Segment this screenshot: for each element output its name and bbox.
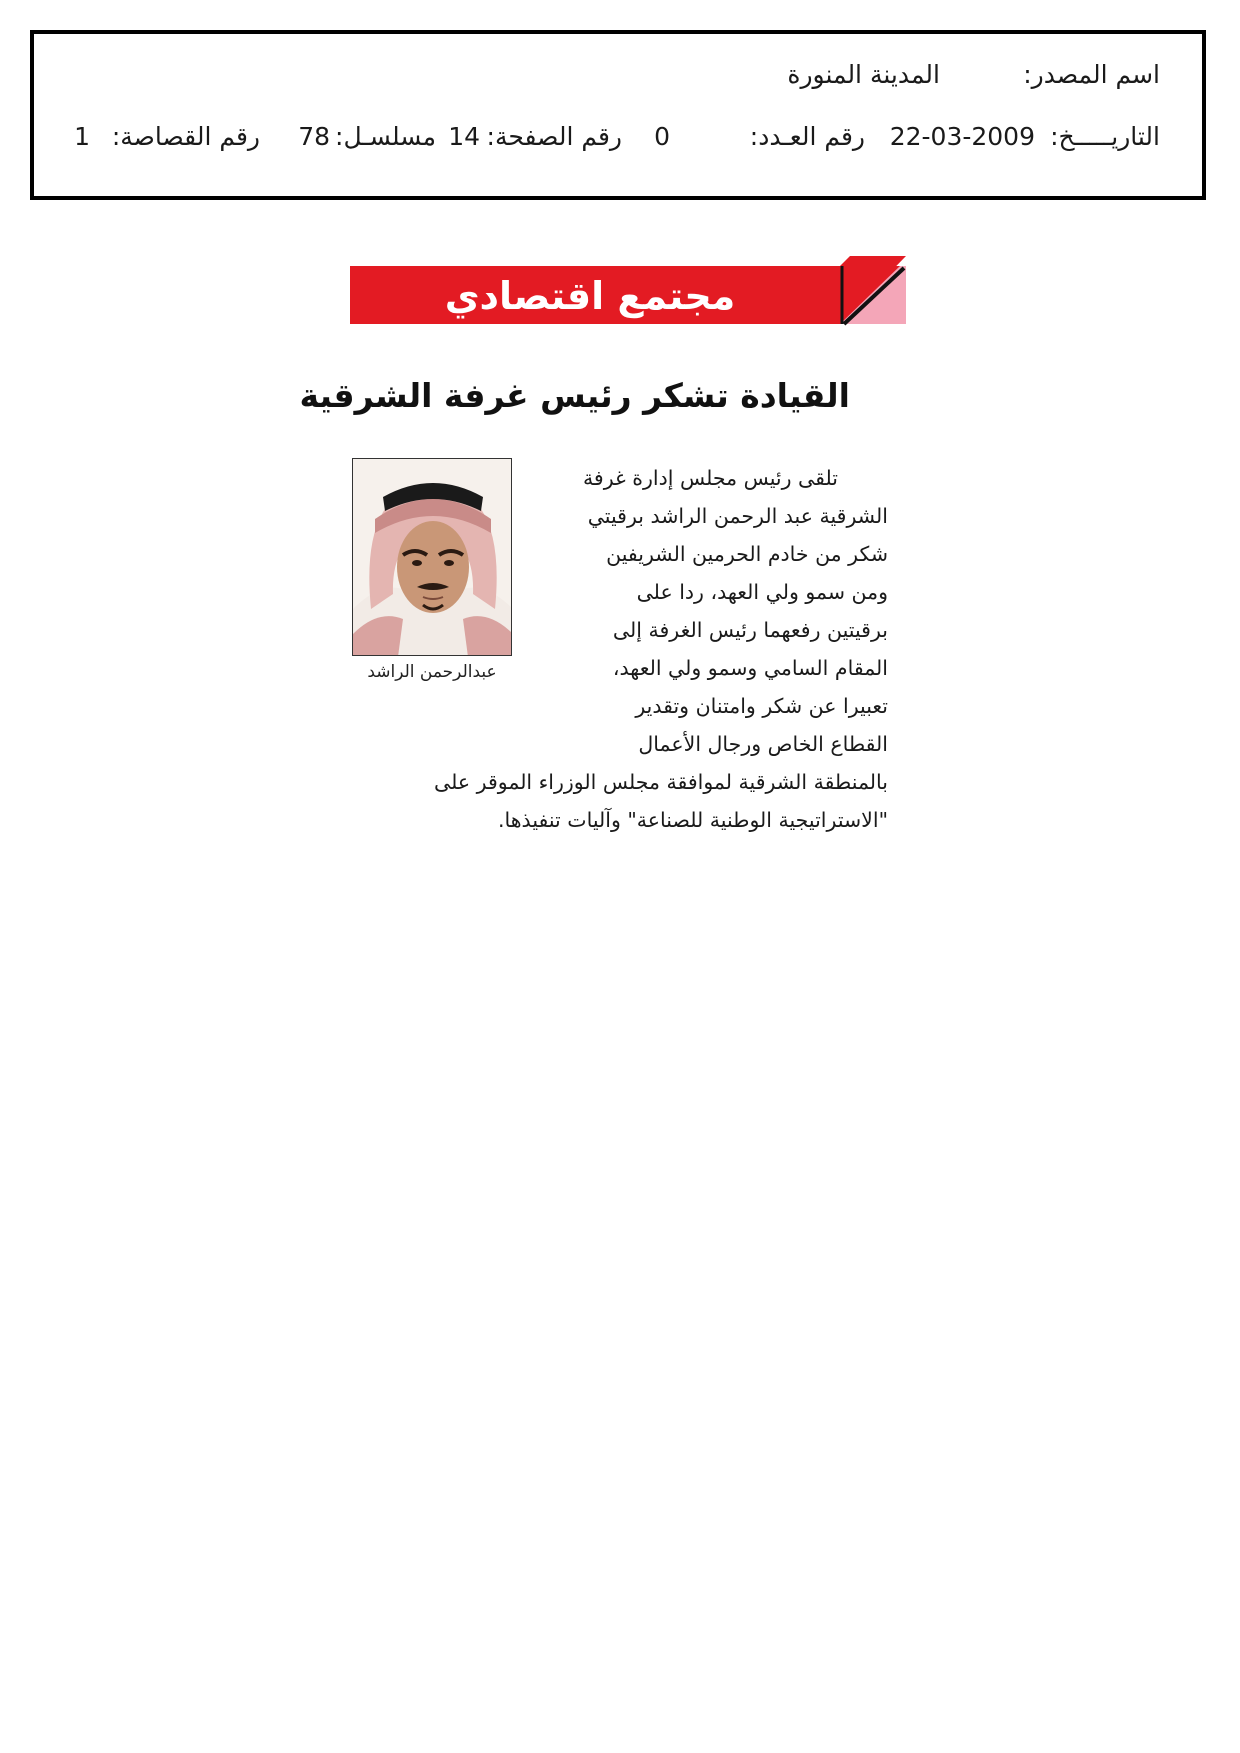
issue-label: رقم العـدد: xyxy=(749,122,865,151)
section-title: مجتمع اقتصادي xyxy=(444,274,736,318)
date-value: 22-03-2009 xyxy=(889,122,1035,151)
body-line-10: "الاستراتيجية الوطنية للصناعة" وآليات تنفيذها. xyxy=(497,808,888,832)
source-label: اسم المصدر: xyxy=(1023,60,1160,89)
serial-value: 78 xyxy=(298,122,330,151)
section-banner xyxy=(350,256,906,328)
page-label: رقم الصفحة: xyxy=(486,122,622,151)
date-label: التاريـــــخ: xyxy=(1050,122,1160,151)
body-line-4: ومن سمو ولي العهد، ردا على xyxy=(636,580,888,604)
body-line-5: برقيتين رفعهما رئيس الغرفة إلى xyxy=(612,618,888,642)
serial-label: مسلسـل: xyxy=(335,122,436,151)
body-line-6: المقام السامي وسمو ولي العهد، xyxy=(612,656,888,680)
metadata-box xyxy=(30,30,1206,200)
body-line-8: القطاع الخاص ورجال الأعمال xyxy=(638,732,888,756)
article-headline: القيادة تشكر رئيس غرفة الشرقية xyxy=(299,376,850,415)
page-value: 14 xyxy=(448,122,480,151)
banner-corner-icon xyxy=(840,256,906,326)
portrait-photo xyxy=(352,458,512,656)
body-line-3: شكر من خادم الحرمين الشريفين xyxy=(606,542,888,566)
body-line-2: الشرقية عبد الرحمن الراشد برقيتي xyxy=(587,504,888,528)
body-line-7: تعبيرا عن شكر وامتنان وتقدير xyxy=(635,694,888,718)
clip-label: رقم القصاصة: xyxy=(111,122,260,151)
issue-value: 0 xyxy=(654,122,670,151)
body-line-9: بالمنطقة الشرقية لموافقة مجلس الوزراء الموقر على xyxy=(434,770,888,794)
body-line-1: تلقى رئيس مجلس إدارة غرفة xyxy=(582,466,838,490)
source-value: المدينة المنورة xyxy=(787,60,940,89)
photo-caption: عبدالرحمن الراشد xyxy=(367,662,497,682)
person-portrait-icon xyxy=(353,459,512,656)
clip-value: 1 xyxy=(74,122,90,151)
